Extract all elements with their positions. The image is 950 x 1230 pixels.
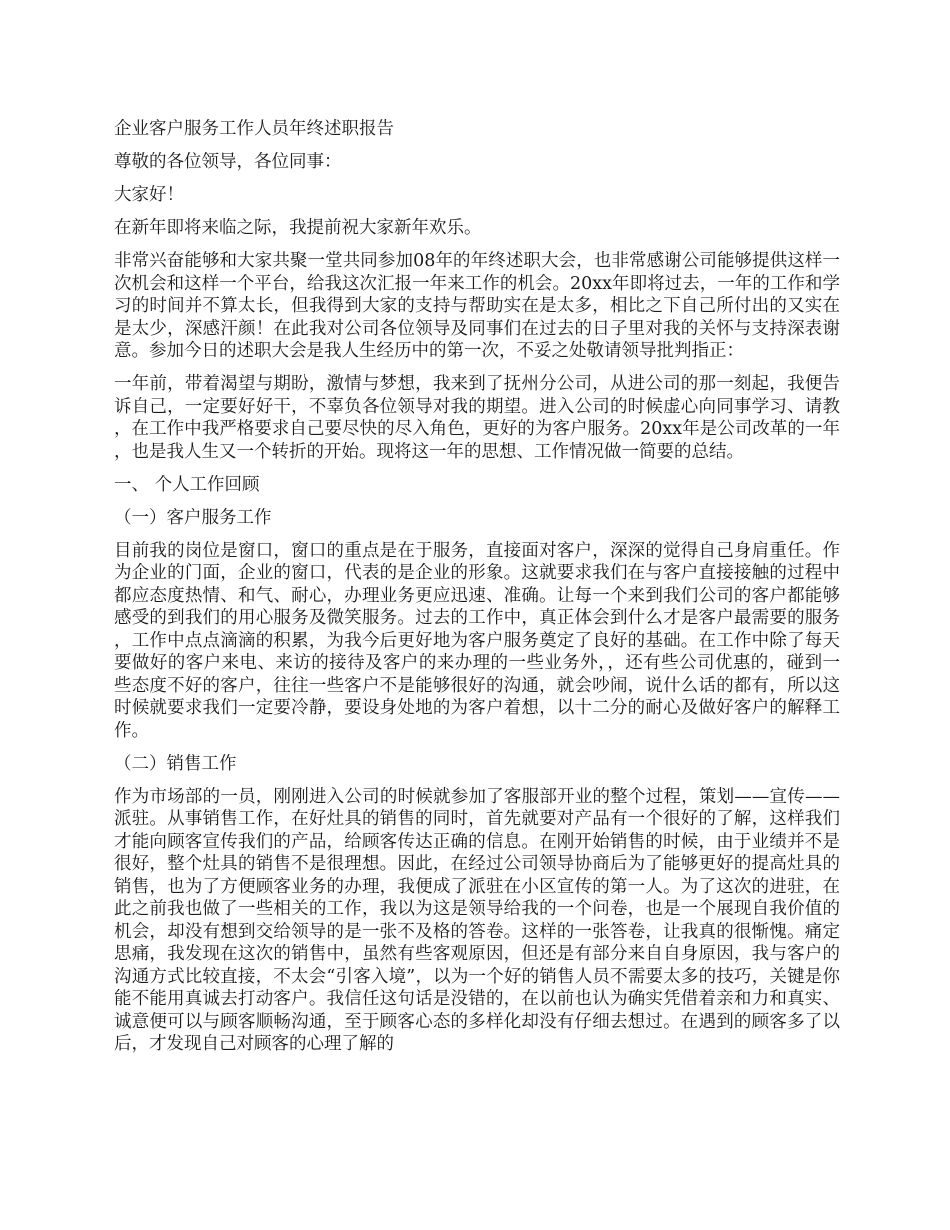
new-year-wish: 在新年即将来临之际，我提前祝大家新年欢乐。	[114, 218, 482, 238]
intro-paragraph: 非常兴奋能够和大家共聚一堂共同参加08年的年终述职大会，也非常感谢公司能够提供这样一次机会和这样一个平台，给我这次汇报一年来工作的机会。20xx年即将过去，一年的工作和学习的时间并不算太长，但我得到大家的支持与帮助实在是太多，相比之下自己所付出的又实在是太少，深感汗颜！在此我对公司各位领导及同事们在过去的日子里对我的关怀与支持深表谢意。参加今日的述职大会是我人生经历中的第一次，不妥之处敬请领导批判指正：	[114, 251, 840, 361]
greeting: 大家好！	[114, 185, 184, 205]
salutation: 尊敬的各位领导，各位同事：	[114, 152, 342, 172]
section-heading-work-review: 一、 个人工作回顾	[114, 474, 260, 495]
subsection-heading-customer-service: （一）客户服务工作	[114, 507, 272, 528]
customer-service-paragraph: 目前我的岗位是窗口，窗口的重点是在于服务，直接面对客户，深深的觉得自己身肩重任。作为企业的门面，企业的窗口，代表的是企业的形象。这就要求我们在与客户直接接触的过程中都应态度热情、和气、耐心，办理业务更应迅速、准确。让每一个来到我们公司的客户都能够感受的到我们的用心服务及微笑服务。过去的工作中，真正体会到什么才是客户最需要的服务，工作中点点滴滴的积累，为我今后更好地为客户服务奠定了良好的基础。在工作中除了每天要做好的客户来电、来访的接待及客户的来办理的一些业务外，，还有些公司优惠的，碰到一些态度不好的客户，往往一些客户不是能够很好的沟通，就会吵闹，说什么话的都有，所以这时候就要求我们一定要冷静，要设身处地的为客户着想，以十二分的耐心及做好客户的解释工作。	[114, 540, 840, 741]
document-title: 企业客户服务工作人员年终述职报告	[114, 119, 394, 139]
sales-paragraph: 作为市场部的一员，刚刚进入公司的时候就参加了客服部开业的整个过程，策划——宣传——派驻。从事销售工作，在好灶具的销售的同时，首先就要对产品有一个很好的了解，这样我们才能向顾客宣传我们的产品，给顾客传达正确的信息。在刚开始销售的时候，由于业绩并不是很好，整个灶具的销售不是很理想。因此，在经过公司领导协商后为了能够更好的提高灶具的销售，也为了方便顾客业务的办理，我便成了派驻在小区宣传的第一人。为了这次的进驻，在此之前我也做了一些相关的工作，我以为这是领导给我的一个问卷，也是一个展现自我价值的机会，却没有想到交给领导的是一张不及格的答卷。这样的一张答卷，让我真的很惭愧。痛定思痛，我发现在这次的销售中，虽然有些客观原因，但还是有部分来自自身原因，我与客户的沟通方式比较直接，不太会“引客入境”，以为一个好的销售人员不需要太多的技巧，关键是你能不能用真诚去打动客户。我信任这句话是没错的，在以前也认为确实凭借着亲和力和真实、诚意便可以与顾客顺畅沟通，至于顾客心态的多样化却没有仔细去想过。在遇到的顾客多了以后，才发现自己对顾客的心理了解的	[114, 786, 840, 1054]
subsection-heading-sales: （二）销售工作	[114, 753, 237, 774]
background-paragraph: 一年前，带着渴望与期盼，激情与梦想，我来到了抚州分公司，从进公司的那一刻起，我便告诉自己，一定要好好干，不辜负各位领导对我的期望。进入公司的时候虚心向同事学习、请教，在工作中我严格要求自己要尽快的尽入角色，更好的为客户服务。20xx年是公司改革的一年，也是我人生又一个转折的开始。现将这一年的思想、工作情况做一简要的总结。	[114, 374, 840, 462]
document-page	[114, 118, 840, 1066]
